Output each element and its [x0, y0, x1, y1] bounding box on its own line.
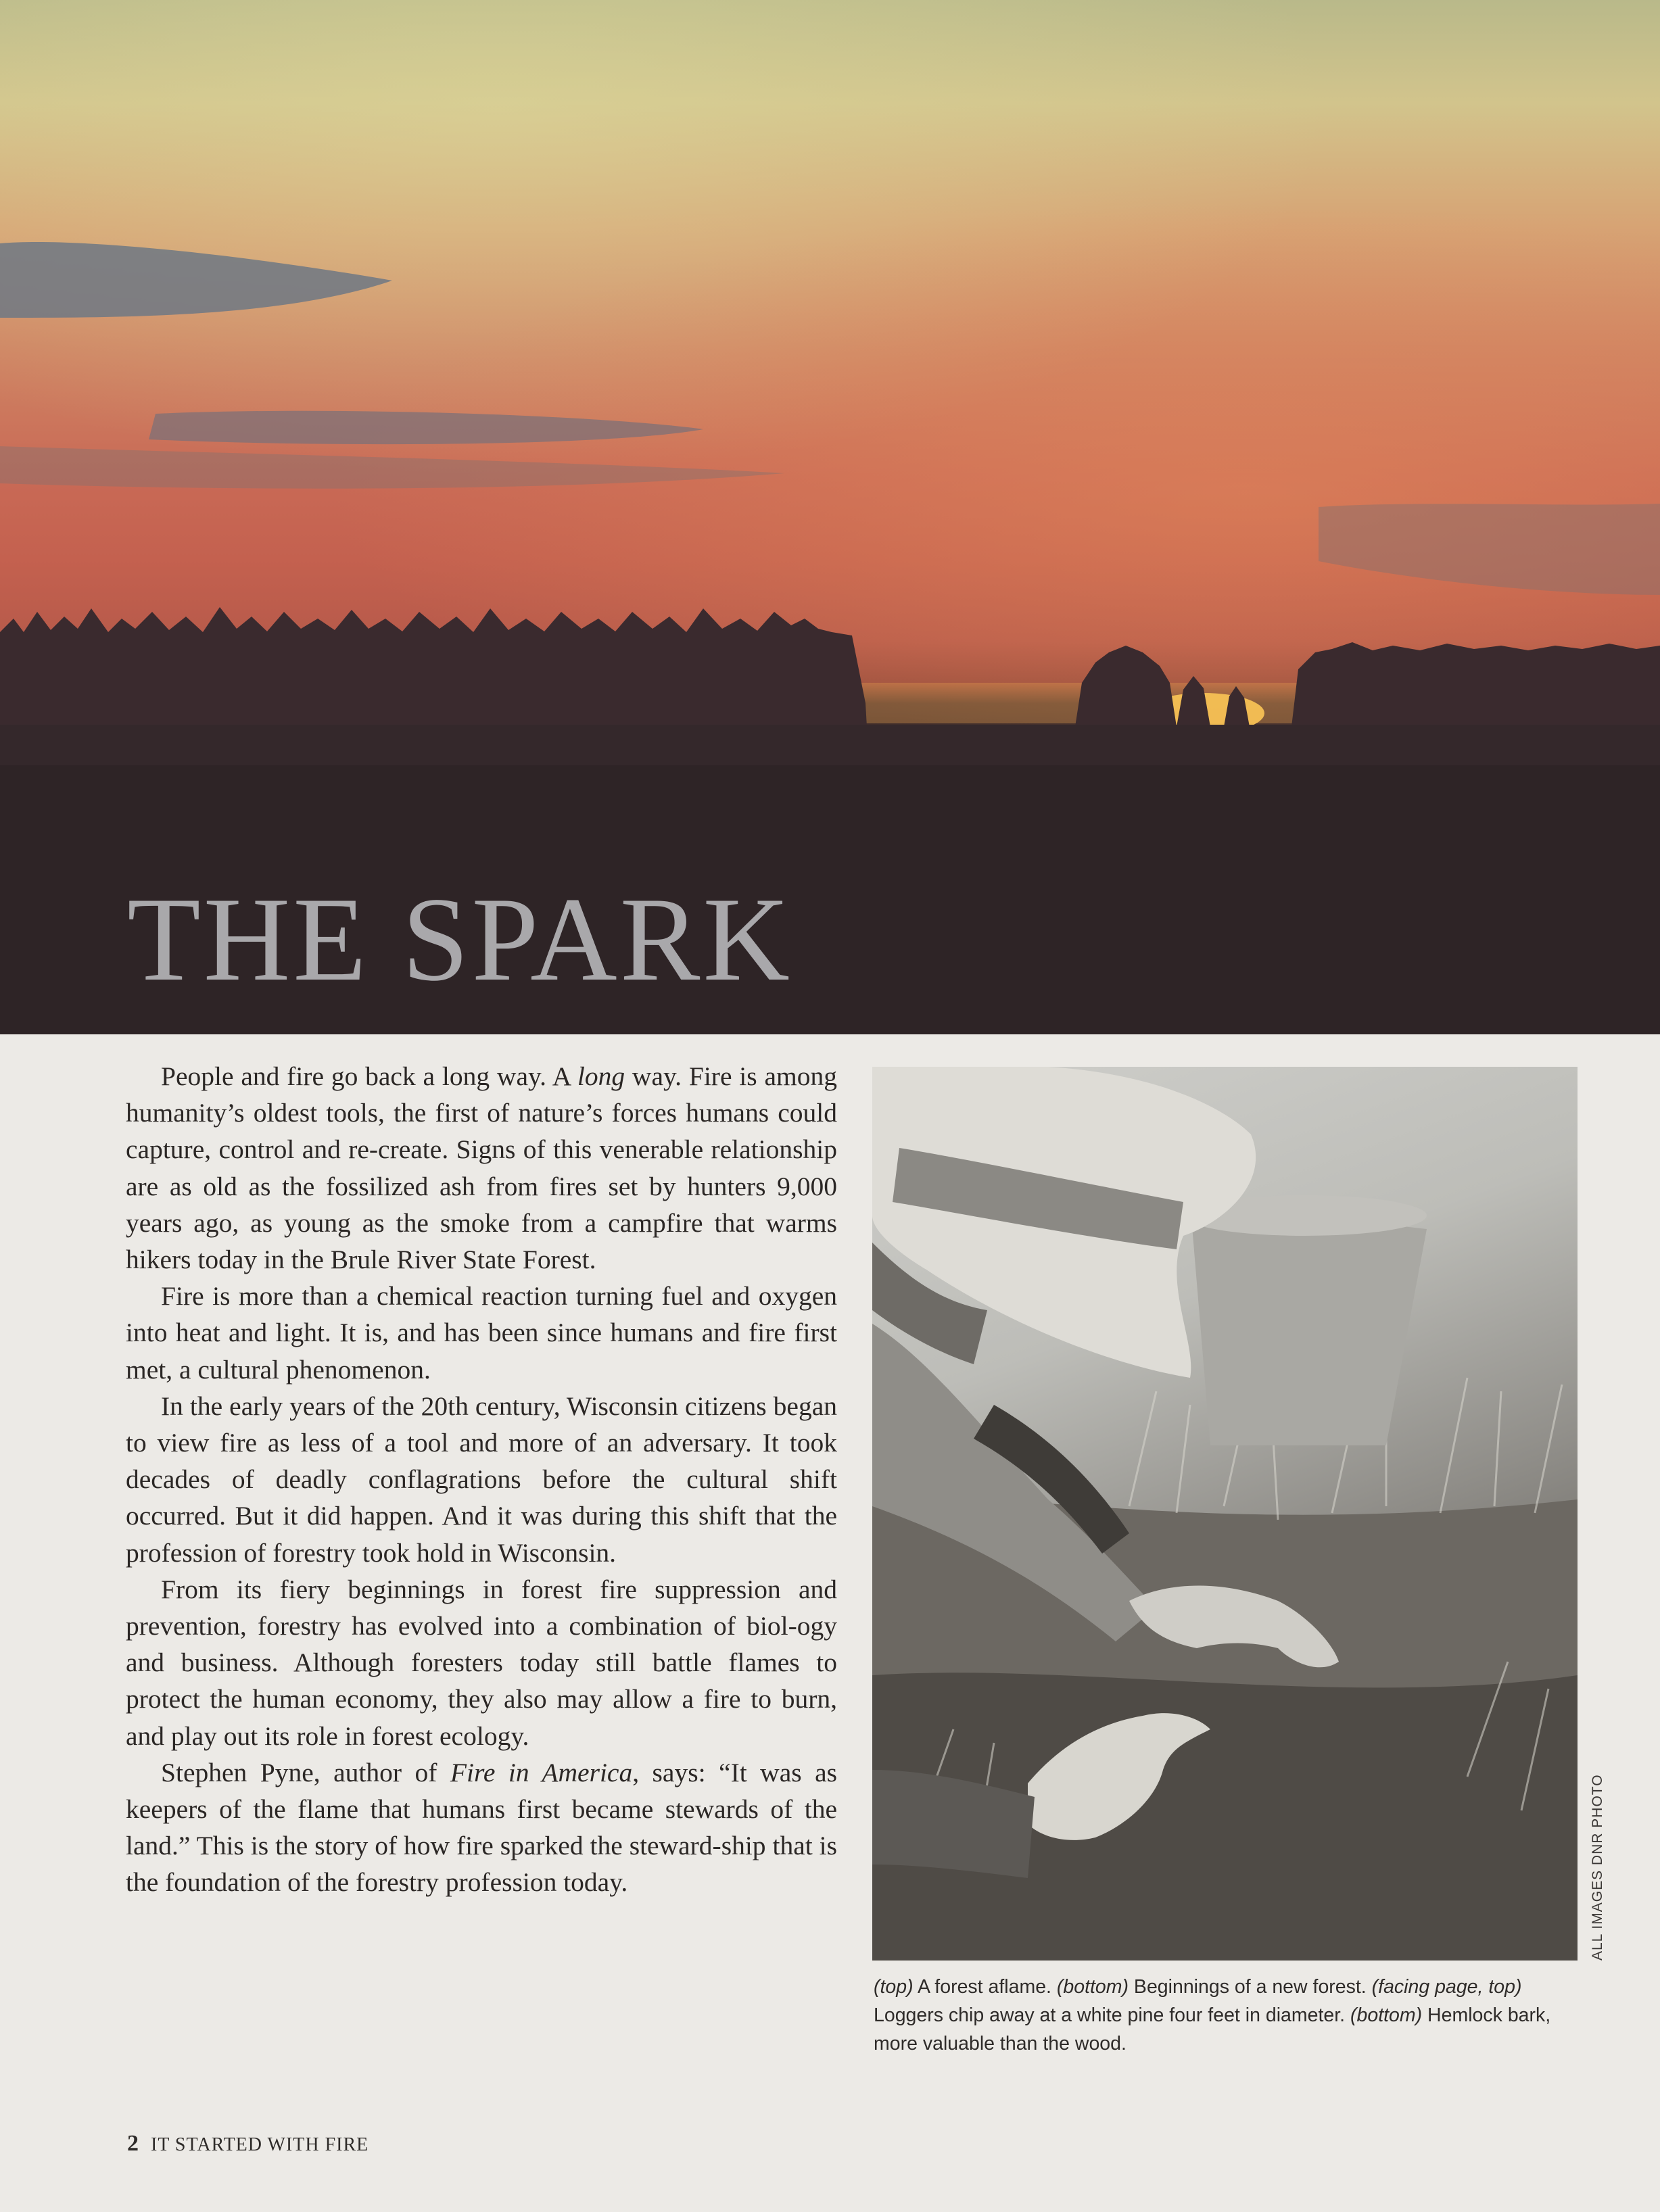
hero-photo [0, 0, 1660, 1034]
text-run: A forest aflame. [913, 1976, 1057, 1998]
planting-seedling-image [872, 1067, 1578, 1961]
text-run: Fire is more than a chemical reaction turning fuel and oxygen into heat and light. It is, and has been since humans and fire first met, a cultural phenomenon. [126, 1281, 837, 1385]
article-paragraph [126, 1278, 837, 1388]
text-run: People and fire go back a long way. A [161, 1061, 577, 1091]
text-run: Stephen Pyne, author of [161, 1757, 450, 1787]
planting-seedling-photo [872, 1067, 1578, 1961]
italic-run: long [577, 1061, 625, 1091]
text-run: From its fiery beginnings in forest fire suppression and prevention, forestry has evolved into a combination of biol-ogy and business. Although foresters today still battle flames to protect the human economy, they also may allow a fire to burn, and play out its role in forest ecology. [126, 1574, 837, 1751]
text-run: , says: “It was as keepers of the flame that humans first became stewards of the land.” This is the story of how fire sparked the steward-ship that is the foundation of the forestry profession today. [126, 1757, 837, 1898]
photo-caption [874, 1973, 1584, 2058]
article-paragraph [126, 1388, 837, 1571]
italic-run: Fire in America [450, 1757, 633, 1787]
photo-credit: ALL IMAGES DNR PHOTO [1590, 1774, 1605, 1961]
italic-run: (facing page, top) [1371, 1976, 1522, 1998]
article-paragraph [126, 1571, 837, 1754]
italic-run: (bottom) [1056, 1976, 1129, 1998]
page-number: 2 [127, 2131, 139, 2156]
article-paragraph [126, 1754, 837, 1901]
text-run: Loggers chip away at a white pine four feet in diameter. [874, 2004, 1350, 2026]
italic-run: (top) [874, 1976, 914, 1998]
article-paragraph [126, 1058, 837, 1278]
text-run: Beginnings of a new forest. [1129, 1976, 1372, 1998]
text-run: Hemlock bark, more valuable than the wood. [874, 2004, 1551, 2054]
text-run: way. Fire is among humanity’s oldest tools, the first of nature’s forces humans could capture, control and re-create. Signs of this venerable relationship are as old as the fossilized ash from fires set by hunters 9,000 years ago, as young as the smoke from a campfire that warms hikers today in the Brule River State Forest. [126, 1061, 837, 1275]
page-title: THE SPARK [127, 872, 792, 1006]
article-body [126, 1058, 837, 1901]
running-title: IT STARTED WITH FIRE [151, 2134, 369, 2155]
italic-run: (bottom) [1350, 2004, 1423, 2026]
page-footer [127, 2131, 369, 2157]
text-run: In the early years of the 20th century, Wisconsin citizens began to view fire as less of a tool and more of an adversary. It took decades of deadly conflagrations before the cultural shift occurred. But it did happen. And it was during this shift that the profession of forestry took hold in Wisconsin. [126, 1391, 837, 1568]
